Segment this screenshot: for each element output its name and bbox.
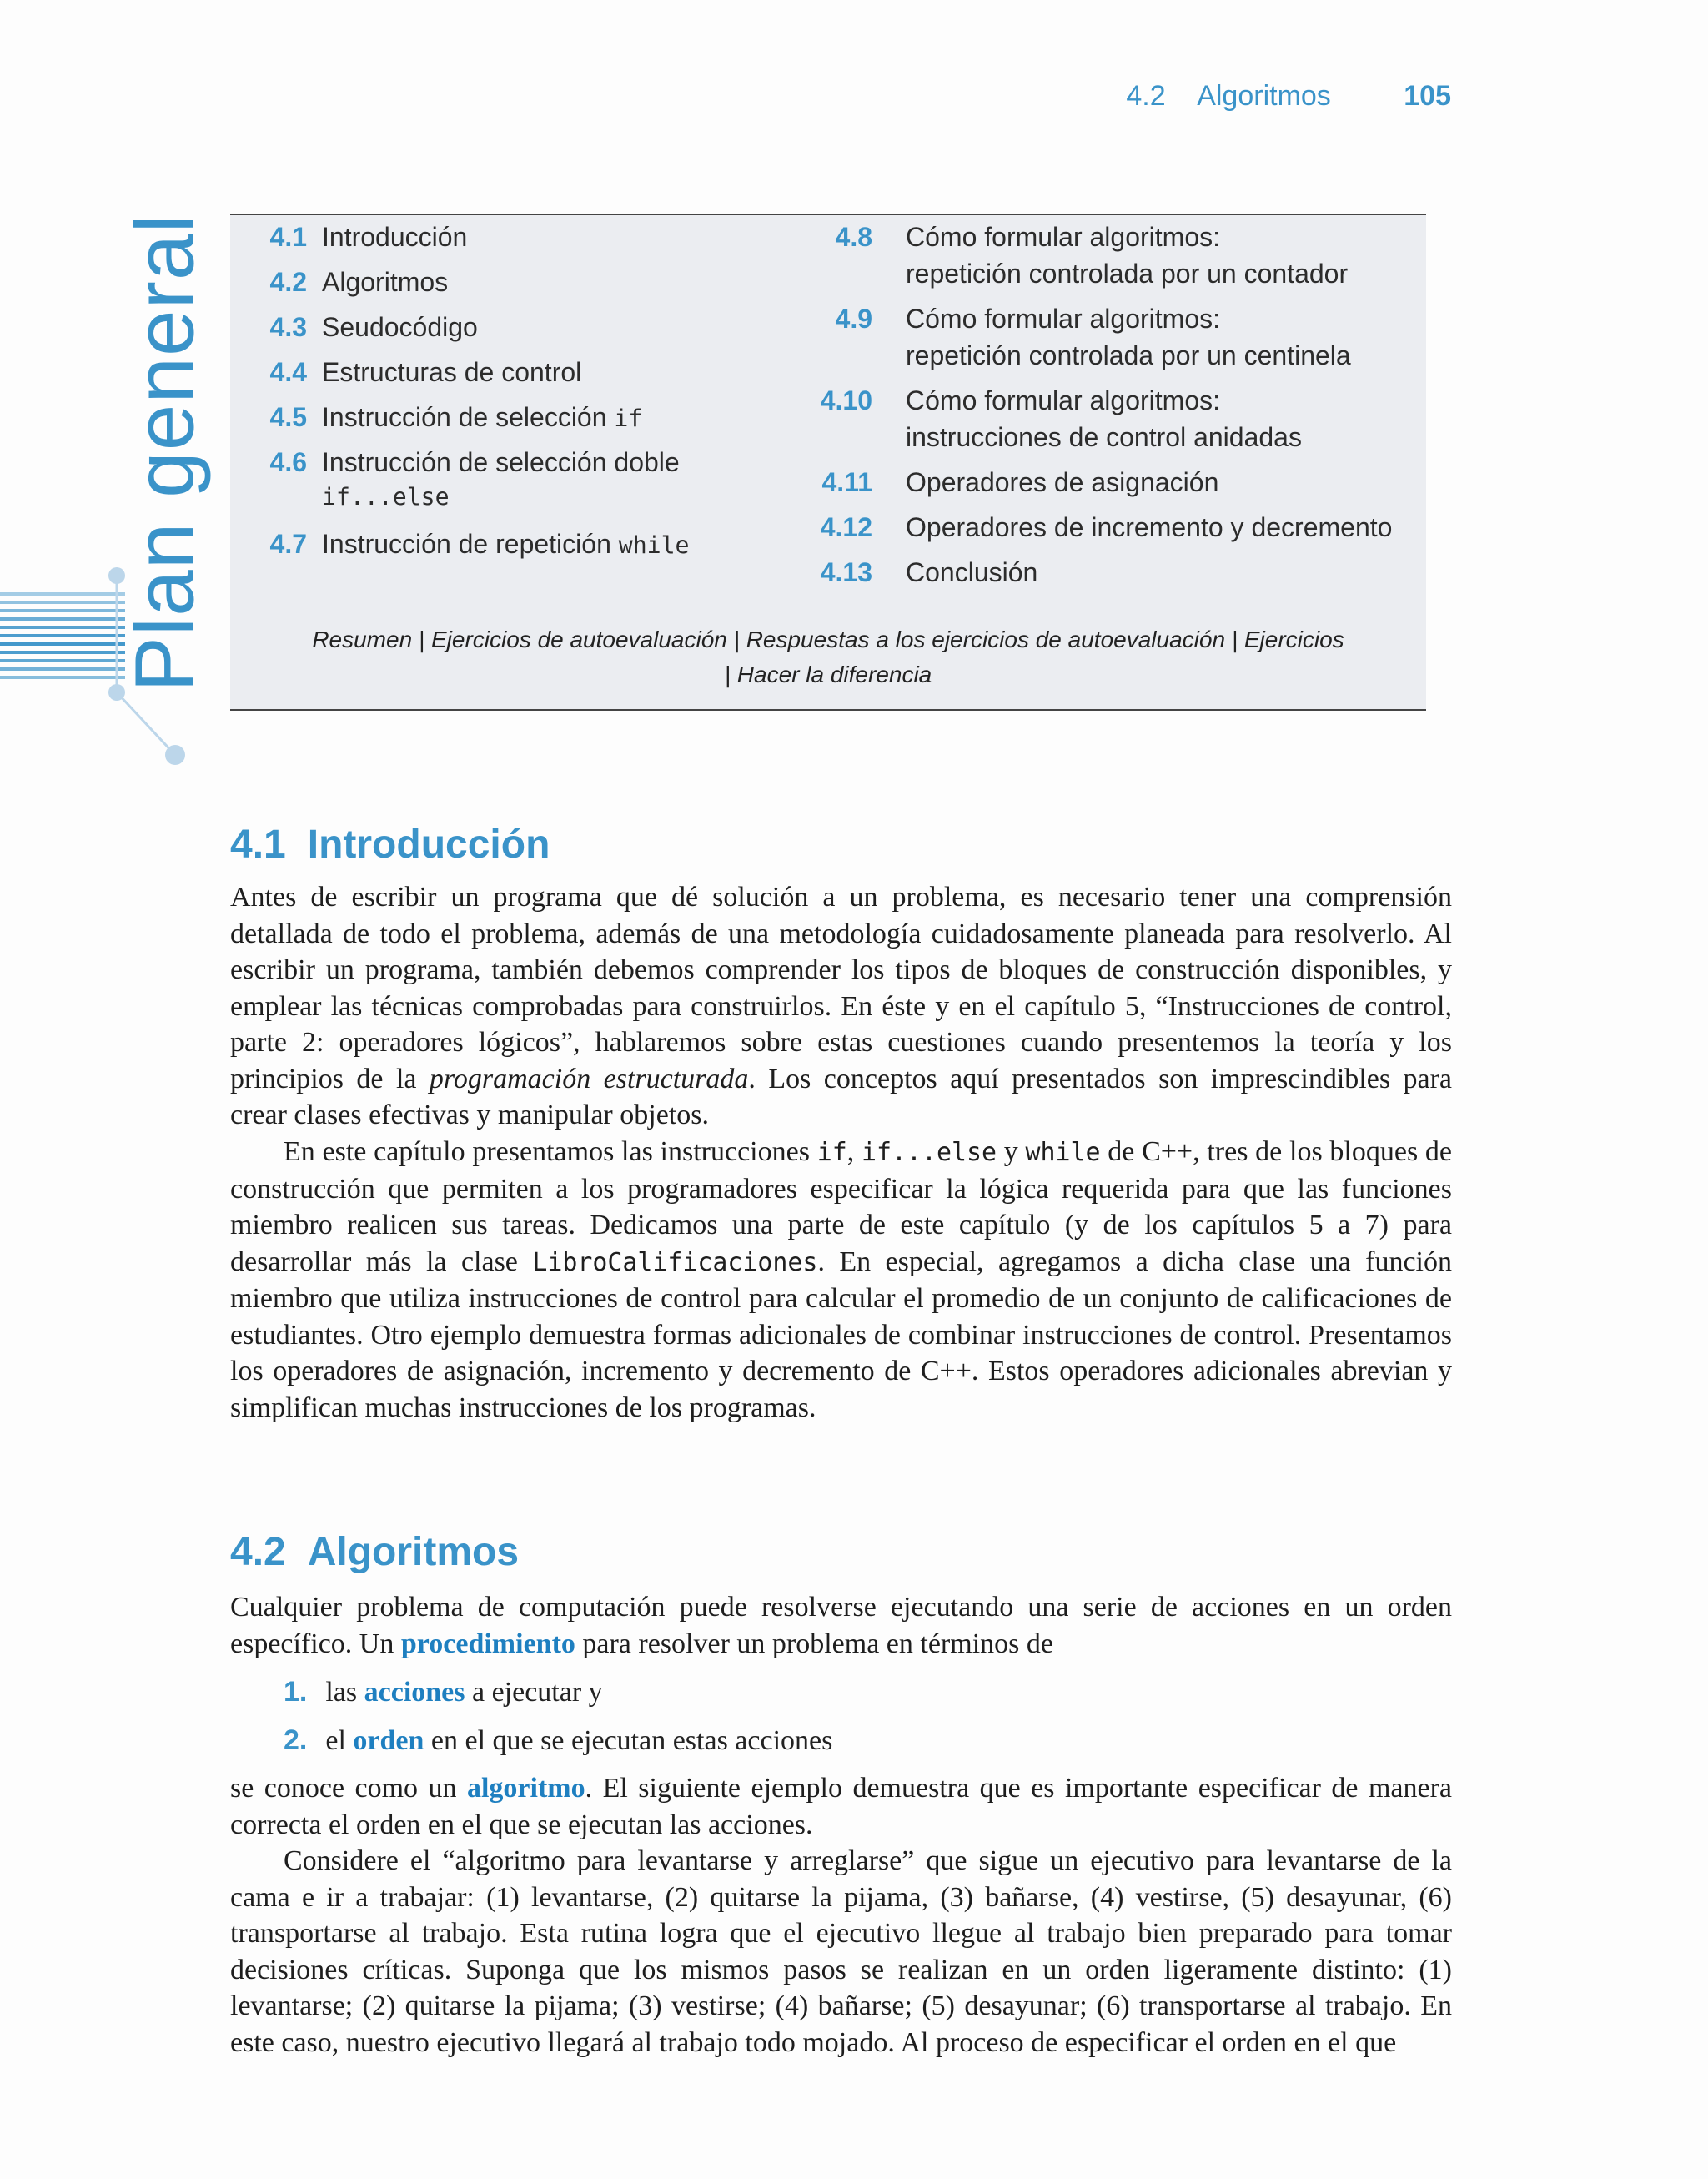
outline-item-label: Operadores de asignación	[906, 467, 1219, 497]
outline-item-code: if...else	[322, 483, 450, 511]
outline-item-label: instrucciones de control anidadas	[906, 422, 1302, 452]
list-item	[284, 1674, 603, 1710]
text-run: Cualquier problema de computación puede resolverse ejecutando una serie de acciones en un orden específico. Un	[230, 1592, 1452, 1659]
section-heading-introduccion	[230, 822, 550, 868]
keyword-term: algoritmo	[466, 1773, 585, 1804]
text-run: se conoce como un	[230, 1773, 467, 1804]
code-text: while	[1025, 1138, 1101, 1167]
text-run: de C++, tres de los bloques de construcción que permiten a los programadores especificar la lógica requerida para que las funciones miembro realicen sus tareas. Dedicamos una parte de este capítulo (y de los capítulos 5 a 7) para desarrollar más la clase	[230, 1136, 1453, 1277]
outline-item-number: 4.10	[820, 385, 872, 415]
text-run: para resolver un problema en términos de	[575, 1628, 1053, 1659]
outline-footer-line: Resumen | Ejercicios de autoevaluación | Respuestas a los ejercicios de autoevaluación | Ejercicios	[312, 627, 1344, 652]
outline-item-label: Introducción	[322, 222, 468, 252]
text-run: las	[325, 1677, 364, 1708]
text-run: Antes de escribir un programa que dé solución a un problema, es necesario tener una comprensión detallada de todo el problema, además de una metodología cuidadosamente planeada para resolverlo. Al escribir un programa, también debemos comprender los tipos de bloques de construcción disponibles, y emplear las técnicas comprobadas para construirlos. En éste y en el capítulo 5, “Instrucciones de control, parte 2: operadores lógicos”, hablaremos sobre estas cuestiones cuando presentemos la teoría y los principios de la	[230, 882, 1452, 1095]
algo-paragraph-3: Considere el “algoritmo para levantarse y arreglarse” que sigue un ejecutivo para levantarse de la cama e ir a trabajar: (1) levantarse, (2) quitarse la pijama, (3) bañarse, (4) vestirse, (5) desayunar, (6) transportarse al trabajo. Esta rutina logra que el ejecutivo llegue al trabajo bien preparado para tomar decisiones críticas. Suponga que los mismos pasos se realizan en un orden ligeramente distinto: (1) levantarse; (2) quitarse la pijama; (3) vestirse; (4) bañarse; (5) desayunar; (6) transportarse al trabajo. En este caso, nuestro ejecutivo llegará al trabajo todo mojado. Al proceso de especificar el orden en el que	[230, 1845, 1452, 2058]
algo-paragraph-1	[230, 1589, 1452, 1662]
code-text: if	[816, 1138, 847, 1167]
outline-item-number: 4.5	[269, 402, 307, 432]
outline-item-label: Instrucción de repetición	[322, 529, 619, 559]
section-number: 4.1	[230, 823, 286, 867]
outline-footer-line: | Hacer la diferencia	[724, 662, 932, 687]
outline-item[interactable]	[249, 444, 680, 514]
section-heading-algoritmos	[230, 1529, 519, 1575]
outline-item[interactable]	[806, 464, 1218, 501]
outline-item-number: 4.8	[835, 222, 872, 252]
outline-item-number: 4.11	[821, 467, 872, 497]
algo-paragraph-2	[230, 1770, 1452, 1843]
outline-item[interactable]	[806, 554, 1037, 591]
section-number: 4.2	[230, 1530, 286, 1574]
outline-item[interactable]	[249, 399, 642, 437]
outline-item-label: repetición controlada por un contador	[906, 259, 1349, 289]
outline-item-code: if	[614, 405, 643, 432]
outline-item-number: 4.3	[269, 312, 307, 342]
text-run: En este capítulo presentamos las instrucciones	[284, 1136, 817, 1167]
code-text: LibroCalificaciones	[532, 1247, 818, 1277]
outline-item[interactable]	[806, 509, 1392, 546]
outline-item[interactable]	[249, 526, 690, 564]
outline-item[interactable]	[806, 219, 1348, 292]
outline-item[interactable]	[249, 264, 448, 300]
outline-item-number: 4.6	[269, 447, 307, 477]
outline-item-label: Cómo formular algoritmos:	[906, 304, 1220, 334]
outline-item[interactable]	[806, 382, 1302, 455]
running-header	[1126, 80, 1451, 113]
outline-item[interactable]	[249, 354, 581, 390]
outline-item-number: 4.4	[269, 357, 307, 387]
sidebar-title	[118, 213, 211, 692]
list-item-number: 1.	[284, 1676, 308, 1708]
emphasis-text: programación estructurada	[429, 1063, 749, 1095]
outline-item-number: 4.7	[269, 529, 307, 559]
text-run: el	[325, 1725, 354, 1756]
plan-general-label: Plan general	[118, 213, 211, 692]
outline-item-label: Instrucción de selección	[322, 402, 615, 432]
page-number: 105	[1404, 80, 1451, 112]
text-run: . En especial, agregamos a dicha clase una función miembro que utiliza instrucciones de control para calcular el promedio de un conjunto de calificaciones de estudiantes. Otro ejemplo demuestra formas adicionales de combinar instrucciones de control. Presentamos los operadores de asignación, incremento y decremento de C++. Estos operadores adicionales abrevian y simplifican muchas instrucciones de los programas.	[230, 1246, 1452, 1423]
text-run: en el que se ejecutan estas acciones	[424, 1725, 833, 1756]
outline-item-number: 4.1	[269, 222, 307, 252]
outline-item-label: Estructuras de control	[322, 357, 582, 387]
list-item-number: 2.	[284, 1724, 308, 1756]
keyword-term: procedimiento	[400, 1628, 575, 1659]
outline-item-label: Instrucción de selección doble	[322, 447, 680, 477]
text-run: . El siguiente ejemplo demuestra que es importante especificar de manera correcta el orden en el que se ejecutan las acciones.	[230, 1773, 1452, 1840]
intro-paragraph-1	[230, 879, 1452, 1134]
header-section-number: 4.2	[1126, 80, 1166, 112]
text-run: ,	[846, 1136, 862, 1167]
outline-item-number: 4.12	[820, 512, 872, 542]
outline-item[interactable]	[806, 300, 1351, 374]
text-run: a ejecutar y	[465, 1677, 603, 1708]
intro-paragraph-2	[230, 1134, 1452, 1426]
list-item	[284, 1723, 832, 1759]
outline-item-label: repetición controlada por un centinela	[906, 340, 1351, 370]
keyword-term: acciones	[364, 1677, 465, 1708]
header-section-title: Algoritmos	[1197, 80, 1331, 112]
text-run: y	[997, 1136, 1026, 1167]
chapter-outline	[230, 214, 1426, 711]
section-title: Algoritmos	[307, 1530, 520, 1574]
outline-item-number: 4.9	[835, 304, 872, 334]
outline-item-label: Conclusión	[906, 557, 1038, 587]
outline-footer	[230, 622, 1426, 692]
outline-item-label: Cómo formular algoritmos:	[906, 222, 1220, 252]
code-text: if...else	[861, 1138, 997, 1167]
outline-item-code: while	[618, 531, 690, 559]
outline-item-label: Seudocódigo	[322, 312, 478, 342]
text-run: . Los conceptos aquí presentados son imprescindibles para crear clases efectivas y manipular objetos.	[230, 1063, 1452, 1130]
outline-item[interactable]	[249, 309, 478, 345]
keyword-term: orden	[353, 1725, 424, 1756]
outline-item[interactable]	[249, 219, 467, 255]
outline-item-number: 4.2	[269, 267, 307, 297]
outline-item-number: 4.13	[820, 557, 872, 587]
outline-item-label: Operadores de incremento y decremento	[906, 512, 1393, 542]
outline-item-label: Cómo formular algoritmos:	[906, 385, 1220, 415]
section-title: Introducción	[307, 823, 550, 867]
outline-item-label: Algoritmos	[322, 267, 449, 297]
